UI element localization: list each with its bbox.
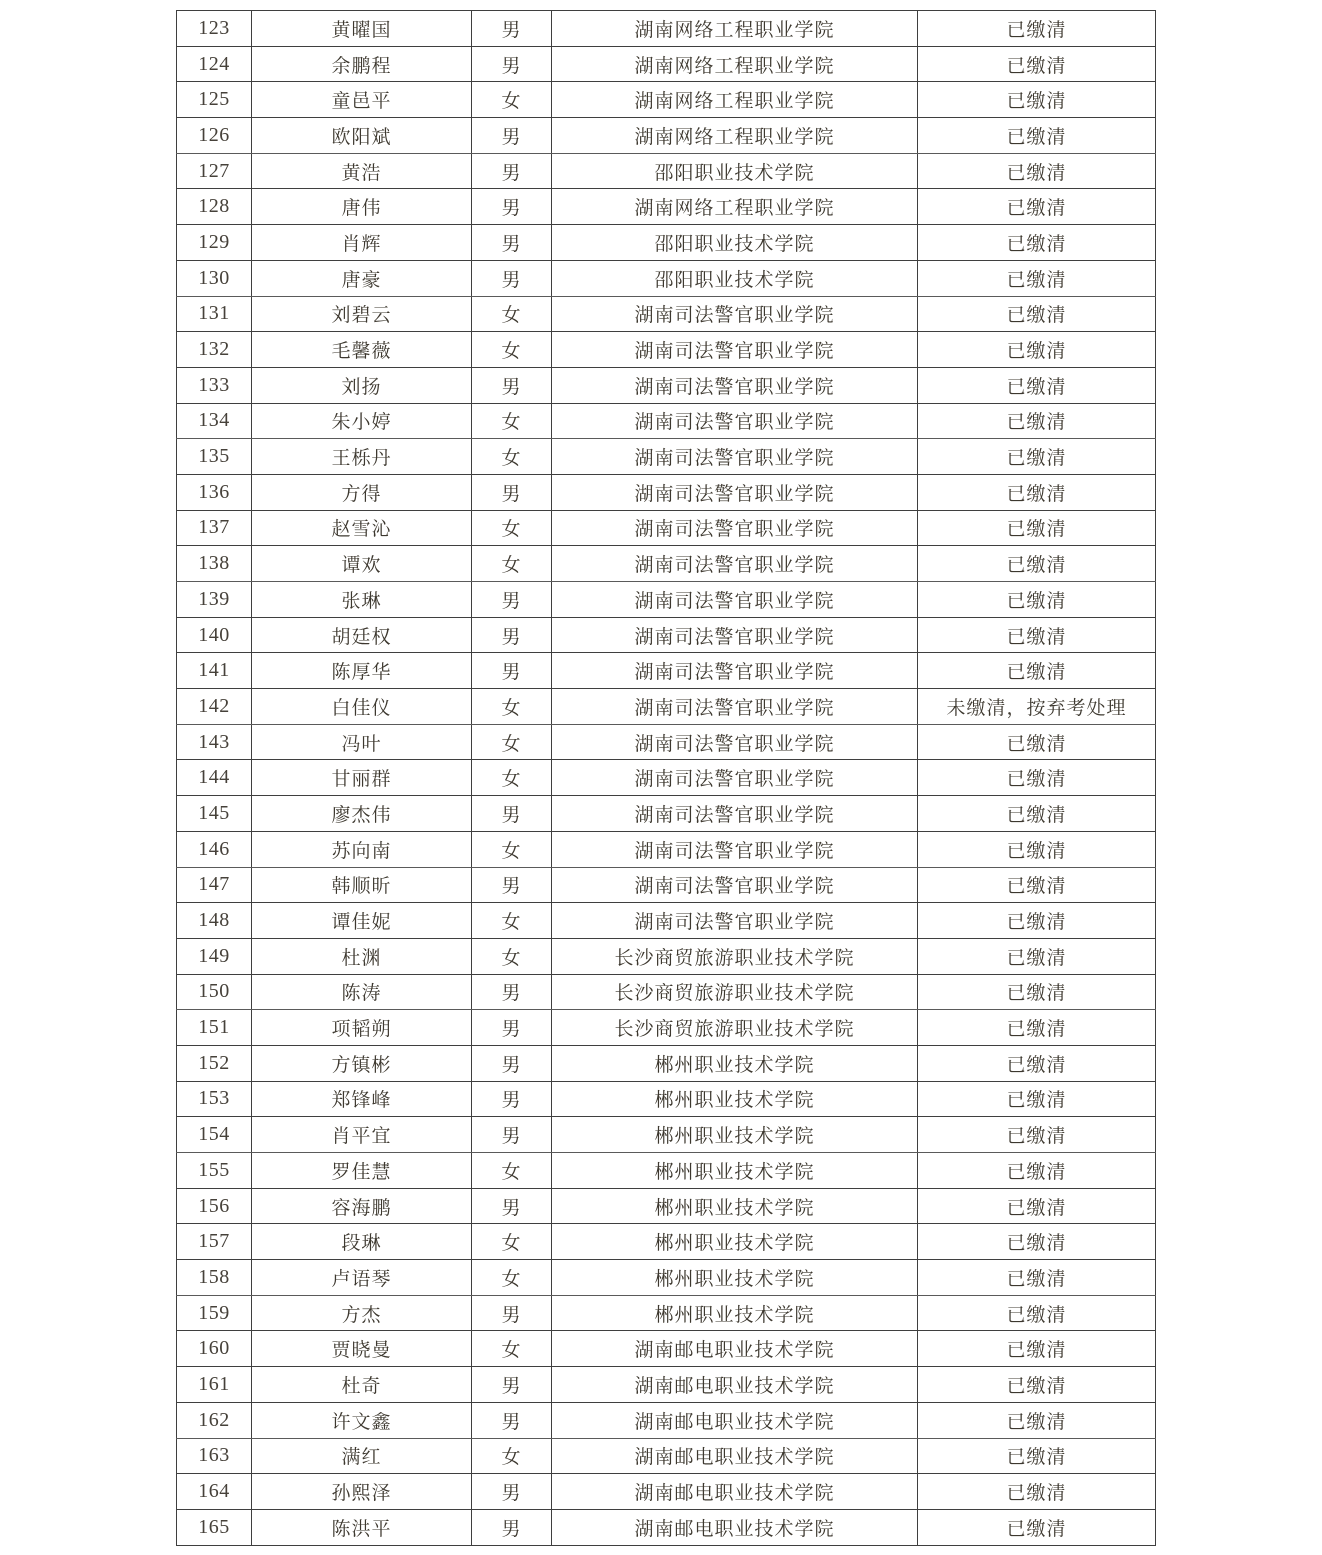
cell-number: 129	[177, 225, 252, 261]
cell-gender: 女	[472, 1331, 552, 1367]
cell-name: 贾晓曼	[252, 1331, 472, 1367]
cell-school: 湖南邮电职业技术学院	[552, 1331, 918, 1367]
cell-number: 125	[177, 82, 252, 118]
cell-gender: 女	[472, 903, 552, 939]
cell-gender: 男	[472, 1367, 552, 1403]
table-row	[177, 1117, 1156, 1153]
table-row	[177, 46, 1156, 82]
cell-gender: 女	[472, 938, 552, 974]
cell-gender: 男	[472, 11, 552, 47]
roster-table-container	[176, 10, 1155, 1546]
cell-status: 已缴清	[918, 1402, 1156, 1438]
cell-status: 已缴清	[918, 1224, 1156, 1260]
cell-school: 湖南网络工程职业学院	[552, 11, 918, 47]
cell-gender: 男	[472, 867, 552, 903]
cell-status: 已缴清	[918, 1188, 1156, 1224]
cell-number: 154	[177, 1117, 252, 1153]
cell-name: 朱小婷	[252, 403, 472, 439]
cell-status: 已缴清	[918, 118, 1156, 154]
cell-status: 已缴清	[918, 867, 1156, 903]
cell-number: 144	[177, 760, 252, 796]
table-row	[177, 439, 1156, 475]
cell-gender: 女	[472, 724, 552, 760]
cell-name: 唐伟	[252, 189, 472, 225]
cell-gender: 男	[472, 1402, 552, 1438]
cell-status: 已缴清	[918, 1045, 1156, 1081]
table-row	[177, 867, 1156, 903]
cell-gender: 男	[472, 1188, 552, 1224]
cell-number: 156	[177, 1188, 252, 1224]
table-row	[177, 296, 1156, 332]
cell-name: 赵雪沁	[252, 510, 472, 546]
cell-school: 湖南司法警官职业学院	[552, 367, 918, 403]
cell-name: 甘丽群	[252, 760, 472, 796]
cell-gender: 男	[472, 46, 552, 82]
cell-name: 刘碧云	[252, 296, 472, 332]
cell-gender: 男	[472, 118, 552, 154]
cell-school: 郴州职业技术学院	[552, 1224, 918, 1260]
cell-name: 满红	[252, 1438, 472, 1474]
cell-status: 已缴清	[918, 796, 1156, 832]
cell-status: 已缴清	[918, 1367, 1156, 1403]
cell-gender: 女	[472, 510, 552, 546]
cell-number: 126	[177, 118, 252, 154]
cell-number: 137	[177, 510, 252, 546]
cell-gender: 女	[472, 689, 552, 725]
cell-status: 已缴清	[918, 831, 1156, 867]
cell-school: 郴州职业技术学院	[552, 1295, 918, 1331]
cell-gender: 女	[472, 1224, 552, 1260]
cell-school: 湖南司法警官职业学院	[552, 867, 918, 903]
cell-status: 已缴清	[918, 1331, 1156, 1367]
cell-number: 160	[177, 1331, 252, 1367]
student-payment-table	[176, 10, 1156, 1546]
cell-number: 162	[177, 1402, 252, 1438]
cell-school: 湖南邮电职业技术学院	[552, 1367, 918, 1403]
table-row	[177, 1509, 1156, 1545]
cell-gender: 男	[472, 1117, 552, 1153]
cell-number: 141	[177, 653, 252, 689]
cell-status: 已缴清	[918, 974, 1156, 1010]
cell-number: 150	[177, 974, 252, 1010]
cell-name: 张琳	[252, 582, 472, 618]
cell-status: 未缴清，按弃考处理	[918, 689, 1156, 725]
table-row	[177, 974, 1156, 1010]
cell-number: 136	[177, 474, 252, 510]
cell-number: 128	[177, 189, 252, 225]
cell-status: 已缴清	[918, 367, 1156, 403]
cell-number: 152	[177, 1045, 252, 1081]
cell-gender: 男	[472, 153, 552, 189]
table-row	[177, 1224, 1156, 1260]
cell-status: 已缴清	[918, 225, 1156, 261]
cell-school: 湖南网络工程职业学院	[552, 46, 918, 82]
cell-status: 已缴清	[918, 82, 1156, 118]
cell-school: 郴州职业技术学院	[552, 1045, 918, 1081]
cell-gender: 女	[472, 403, 552, 439]
cell-status: 已缴清	[918, 189, 1156, 225]
table-row	[177, 1153, 1156, 1189]
cell-gender: 男	[472, 1295, 552, 1331]
cell-name: 杜渊	[252, 938, 472, 974]
cell-school: 郴州职业技术学院	[552, 1081, 918, 1117]
cell-number: 165	[177, 1509, 252, 1545]
cell-status: 已缴清	[918, 903, 1156, 939]
cell-status: 已缴清	[918, 724, 1156, 760]
cell-school: 湖南司法警官职业学院	[552, 796, 918, 832]
cell-status: 已缴清	[918, 582, 1156, 618]
cell-name: 余鹏程	[252, 46, 472, 82]
cell-school: 湖南邮电职业技术学院	[552, 1474, 918, 1510]
cell-name: 韩顺昕	[252, 867, 472, 903]
table-row	[177, 1474, 1156, 1510]
cell-school: 湖南司法警官职业学院	[552, 689, 918, 725]
cell-school: 郴州职业技术学院	[552, 1153, 918, 1189]
table-row	[177, 1367, 1156, 1403]
cell-school: 郴州职业技术学院	[552, 1260, 918, 1296]
cell-school: 邵阳职业技术学院	[552, 153, 918, 189]
cell-status: 已缴清	[918, 510, 1156, 546]
cell-status: 已缴清	[918, 1295, 1156, 1331]
cell-gender: 男	[472, 582, 552, 618]
cell-status: 已缴清	[918, 153, 1156, 189]
cell-name: 陈涛	[252, 974, 472, 1010]
cell-name: 白佳仪	[252, 689, 472, 725]
cell-name: 方得	[252, 474, 472, 510]
cell-gender: 女	[472, 760, 552, 796]
cell-gender: 男	[472, 1010, 552, 1046]
cell-gender: 男	[472, 653, 552, 689]
cell-school: 湖南司法警官职业学院	[552, 724, 918, 760]
cell-number: 145	[177, 796, 252, 832]
cell-name: 容海鹏	[252, 1188, 472, 1224]
cell-school: 湖南司法警官职业学院	[552, 546, 918, 582]
cell-name: 罗佳慧	[252, 1153, 472, 1189]
cell-school: 湖南司法警官职业学院	[552, 474, 918, 510]
cell-number: 142	[177, 689, 252, 725]
cell-name: 童邑平	[252, 82, 472, 118]
cell-status: 已缴清	[918, 260, 1156, 296]
cell-number: 148	[177, 903, 252, 939]
table-row	[177, 1010, 1156, 1046]
cell-name: 欧阳斌	[252, 118, 472, 154]
cell-number: 134	[177, 403, 252, 439]
cell-status: 已缴清	[918, 1509, 1156, 1545]
cell-school: 长沙商贸旅游职业技术学院	[552, 974, 918, 1010]
table-row	[177, 474, 1156, 510]
cell-school: 邵阳职业技术学院	[552, 260, 918, 296]
cell-school: 湖南司法警官职业学院	[552, 510, 918, 546]
cell-status: 已缴清	[918, 11, 1156, 47]
cell-school: 郴州职业技术学院	[552, 1117, 918, 1153]
cell-gender: 女	[472, 296, 552, 332]
cell-gender: 女	[472, 439, 552, 475]
cell-number: 164	[177, 1474, 252, 1510]
cell-name: 肖辉	[252, 225, 472, 261]
cell-gender: 男	[472, 225, 552, 261]
cell-school: 湖南司法警官职业学院	[552, 582, 918, 618]
cell-gender: 男	[472, 617, 552, 653]
cell-status: 已缴清	[918, 1438, 1156, 1474]
cell-gender: 男	[472, 189, 552, 225]
table-row	[177, 1331, 1156, 1367]
cell-number: 157	[177, 1224, 252, 1260]
cell-number: 127	[177, 153, 252, 189]
table-row	[177, 1188, 1156, 1224]
cell-gender: 男	[472, 474, 552, 510]
cell-gender: 女	[472, 546, 552, 582]
cell-name: 胡廷权	[252, 617, 472, 653]
cell-status: 已缴清	[918, 439, 1156, 475]
cell-gender: 男	[472, 1081, 552, 1117]
cell-school: 湖南邮电职业技术学院	[552, 1402, 918, 1438]
cell-gender: 男	[472, 1045, 552, 1081]
cell-name: 陈洪平	[252, 1509, 472, 1545]
table-row	[177, 689, 1156, 725]
cell-number: 132	[177, 332, 252, 368]
cell-gender: 女	[472, 82, 552, 118]
cell-name: 谭欢	[252, 546, 472, 582]
cell-name: 唐豪	[252, 260, 472, 296]
cell-gender: 男	[472, 1509, 552, 1545]
cell-status: 已缴清	[918, 1153, 1156, 1189]
table-row	[177, 903, 1156, 939]
table-row	[177, 367, 1156, 403]
cell-number: 143	[177, 724, 252, 760]
cell-name: 苏向南	[252, 831, 472, 867]
cell-number: 161	[177, 1367, 252, 1403]
table-row	[177, 653, 1156, 689]
cell-number: 124	[177, 46, 252, 82]
table-row	[177, 760, 1156, 796]
table-row	[177, 82, 1156, 118]
cell-status: 已缴清	[918, 760, 1156, 796]
cell-number: 153	[177, 1081, 252, 1117]
cell-school: 郴州职业技术学院	[552, 1188, 918, 1224]
cell-school: 湖南网络工程职业学院	[552, 82, 918, 118]
cell-status: 已缴清	[918, 1260, 1156, 1296]
cell-school: 湖南司法警官职业学院	[552, 760, 918, 796]
cell-name: 陈厚华	[252, 653, 472, 689]
cell-status: 已缴清	[918, 617, 1156, 653]
cell-name: 卢语琴	[252, 1260, 472, 1296]
cell-status: 已缴清	[918, 653, 1156, 689]
cell-status: 已缴清	[918, 1474, 1156, 1510]
table-row	[177, 153, 1156, 189]
cell-gender: 女	[472, 1153, 552, 1189]
cell-status: 已缴清	[918, 403, 1156, 439]
cell-school: 湖南网络工程职业学院	[552, 189, 918, 225]
cell-school: 湖南司法警官职业学院	[552, 439, 918, 475]
cell-name: 廖杰伟	[252, 796, 472, 832]
cell-gender: 女	[472, 831, 552, 867]
cell-school: 湖南司法警官职业学院	[552, 903, 918, 939]
cell-name: 黄曜国	[252, 11, 472, 47]
cell-gender: 女	[472, 332, 552, 368]
cell-school: 邵阳职业技术学院	[552, 225, 918, 261]
cell-number: 151	[177, 1010, 252, 1046]
table-row	[177, 260, 1156, 296]
table-row	[177, 1260, 1156, 1296]
cell-gender: 女	[472, 1260, 552, 1296]
cell-name: 方杰	[252, 1295, 472, 1331]
cell-name: 冯叶	[252, 724, 472, 760]
cell-name: 毛馨薇	[252, 332, 472, 368]
cell-number: 138	[177, 546, 252, 582]
cell-name: 肖平宜	[252, 1117, 472, 1153]
cell-number: 155	[177, 1153, 252, 1189]
cell-status: 已缴清	[918, 474, 1156, 510]
cell-name: 郑锋峰	[252, 1081, 472, 1117]
cell-school: 湖南司法警官职业学院	[552, 403, 918, 439]
cell-number: 163	[177, 1438, 252, 1474]
cell-name: 谭佳妮	[252, 903, 472, 939]
cell-school: 湖南司法警官职业学院	[552, 617, 918, 653]
cell-status: 已缴清	[918, 1117, 1156, 1153]
table-row	[177, 118, 1156, 154]
cell-number: 123	[177, 11, 252, 47]
cell-number: 159	[177, 1295, 252, 1331]
table-row	[177, 1081, 1156, 1117]
table-row	[177, 1045, 1156, 1081]
table-row	[177, 403, 1156, 439]
cell-number: 135	[177, 439, 252, 475]
cell-school: 湖南邮电职业技术学院	[552, 1509, 918, 1545]
cell-number: 130	[177, 260, 252, 296]
cell-school: 湖南邮电职业技术学院	[552, 1438, 918, 1474]
cell-school: 湖南司法警官职业学院	[552, 296, 918, 332]
cell-number: 133	[177, 367, 252, 403]
cell-name: 段琳	[252, 1224, 472, 1260]
table-row	[177, 724, 1156, 760]
table-row	[177, 332, 1156, 368]
cell-status: 已缴清	[918, 1010, 1156, 1046]
cell-number: 149	[177, 938, 252, 974]
cell-number: 140	[177, 617, 252, 653]
cell-school: 长沙商贸旅游职业技术学院	[552, 1010, 918, 1046]
cell-number: 147	[177, 867, 252, 903]
cell-number: 139	[177, 582, 252, 618]
cell-status: 已缴清	[918, 546, 1156, 582]
cell-school: 长沙商贸旅游职业技术学院	[552, 938, 918, 974]
table-row	[177, 11, 1156, 47]
table-row	[177, 1402, 1156, 1438]
cell-name: 黄浩	[252, 153, 472, 189]
cell-school: 湖南司法警官职业学院	[552, 831, 918, 867]
cell-number: 146	[177, 831, 252, 867]
cell-school: 湖南司法警官职业学院	[552, 653, 918, 689]
table-row	[177, 1295, 1156, 1331]
cell-school: 湖南网络工程职业学院	[552, 118, 918, 154]
cell-name: 王栎丹	[252, 439, 472, 475]
table-row	[177, 225, 1156, 261]
cell-gender: 男	[472, 260, 552, 296]
table-row	[177, 938, 1156, 974]
cell-name: 许文鑫	[252, 1402, 472, 1438]
student-table-body	[177, 11, 1156, 1546]
cell-gender: 男	[472, 796, 552, 832]
cell-name: 杜奇	[252, 1367, 472, 1403]
cell-gender: 男	[472, 1474, 552, 1510]
cell-gender: 男	[472, 974, 552, 1010]
cell-number: 158	[177, 1260, 252, 1296]
cell-status: 已缴清	[918, 332, 1156, 368]
table-row	[177, 546, 1156, 582]
table-row	[177, 189, 1156, 225]
cell-gender: 女	[472, 1438, 552, 1474]
cell-number: 131	[177, 296, 252, 332]
table-row	[177, 831, 1156, 867]
table-row	[177, 582, 1156, 618]
table-row	[177, 617, 1156, 653]
table-row	[177, 796, 1156, 832]
cell-name: 孙熙泽	[252, 1474, 472, 1510]
cell-name: 方镇彬	[252, 1045, 472, 1081]
table-row	[177, 510, 1156, 546]
cell-name: 项韬朔	[252, 1010, 472, 1046]
cell-status: 已缴清	[918, 296, 1156, 332]
cell-status: 已缴清	[918, 1081, 1156, 1117]
cell-status: 已缴清	[918, 938, 1156, 974]
cell-name: 刘扬	[252, 367, 472, 403]
cell-status: 已缴清	[918, 46, 1156, 82]
cell-school: 湖南司法警官职业学院	[552, 332, 918, 368]
table-row	[177, 1438, 1156, 1474]
cell-gender: 男	[472, 367, 552, 403]
